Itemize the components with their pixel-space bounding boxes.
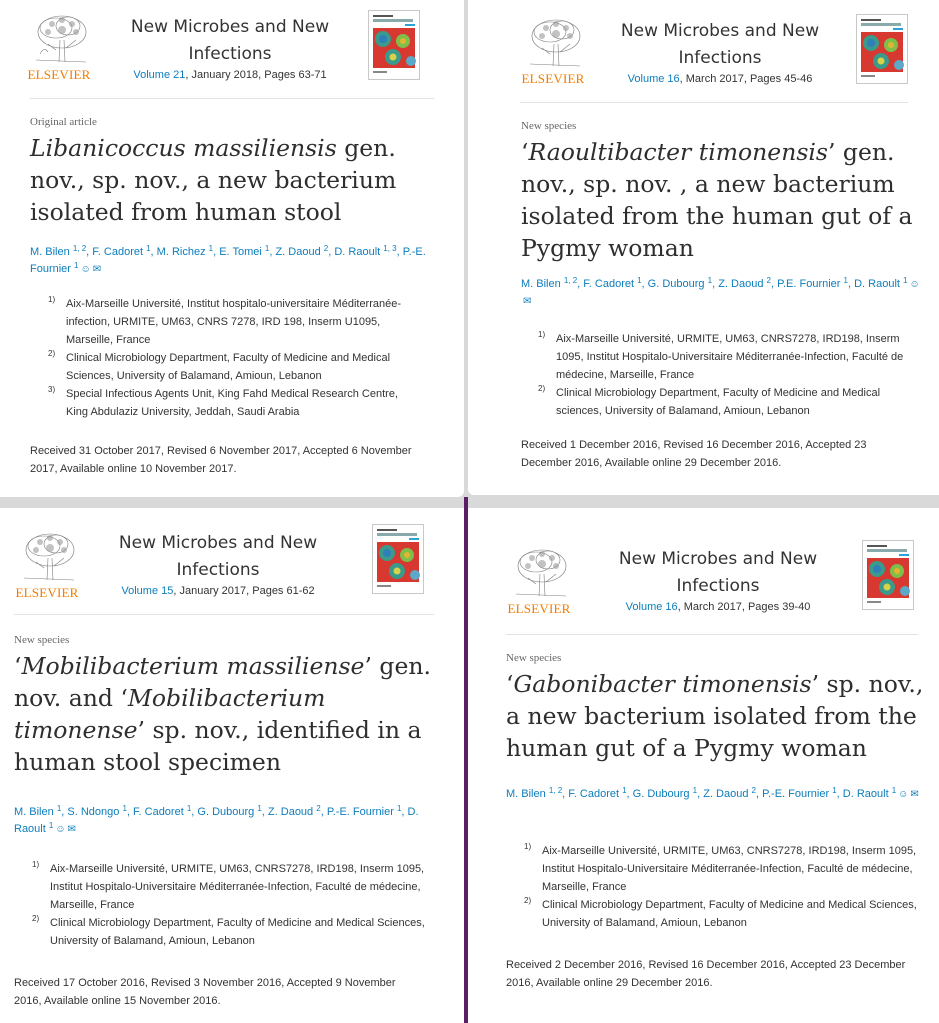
author-affiliation-ref: 1 bbox=[146, 244, 151, 253]
journal-title-link[interactable]: New Microbes and New Infections bbox=[130, 17, 330, 64]
elsevier-tree-icon bbox=[14, 528, 80, 586]
cover-image-icon bbox=[369, 11, 419, 79]
author-name: M. Bilen bbox=[14, 806, 54, 818]
author-name: M. Bilen bbox=[521, 278, 561, 290]
title-species-name: Mobilibacterium massiliense bbox=[21, 652, 365, 680]
author-affiliation-ref: 1 bbox=[622, 786, 627, 795]
journal-cover-thumbnail[interactable] bbox=[856, 14, 908, 84]
author-name: G. Dubourg bbox=[647, 278, 705, 290]
affiliation-list bbox=[524, 842, 918, 932]
author-affiliation-ref: 1 bbox=[264, 244, 270, 253]
article-card-4 bbox=[468, 508, 939, 1023]
cover-image-icon bbox=[857, 15, 907, 83]
author-affiliation-ref: 1, 2 bbox=[72, 244, 87, 253]
affiliation-item bbox=[538, 384, 912, 420]
affiliation-text: Clinical Microbiology Department, Faculty of Medicine and Medical Sciences, University of Balamand, Amioun, Lebanon bbox=[50, 917, 425, 947]
journal-title-link[interactable]: New Microbes and New Infections bbox=[620, 21, 820, 68]
volume-link[interactable]: Volume 21 bbox=[133, 69, 186, 81]
author-link[interactable] bbox=[67, 806, 127, 818]
article-card-3 bbox=[0, 508, 464, 1023]
affiliation-item bbox=[48, 295, 412, 349]
affiliation-item bbox=[538, 330, 912, 384]
affiliation-number: 1) bbox=[538, 330, 546, 339]
author-link[interactable] bbox=[521, 278, 577, 290]
author-name: Z. Daoud bbox=[703, 788, 749, 800]
affiliation-text: Clinical Microbiology Department, Faculty of Medicine and Medical Sciences, University of Balamand, Amioun, Lebanon bbox=[66, 352, 391, 382]
author-name: P.-E. Fournier bbox=[762, 788, 830, 800]
elsevier-logo[interactable] bbox=[26, 10, 92, 83]
article-type: New species bbox=[14, 634, 70, 646]
elsevier-logo[interactable] bbox=[520, 14, 586, 87]
author-separator: , bbox=[328, 246, 335, 258]
author-link[interactable] bbox=[843, 788, 896, 800]
author-affiliation-ref: 1 bbox=[56, 804, 62, 813]
author-separator: , bbox=[269, 246, 276, 258]
title-text: ’ sp. nov., identified in a human stool specimen bbox=[14, 716, 422, 776]
elsevier-tree-icon bbox=[520, 14, 586, 72]
journal-title-link[interactable]: New Microbes and New Infections bbox=[118, 533, 318, 580]
elsevier-tree-icon bbox=[26, 10, 92, 68]
author-affiliation-ref: 1 bbox=[186, 804, 192, 813]
author-name: P.-E. Fournier bbox=[30, 246, 426, 275]
journal-cover-thumbnail[interactable] bbox=[862, 540, 914, 610]
volume-details: , March 2017, Pages 45-46 bbox=[679, 73, 813, 85]
author-name: D. Raoult bbox=[842, 788, 889, 800]
article-history: Received 31 October 2017, Revised 6 November 2017, Accepted 6 November 2017, Available online 10 November 2017. bbox=[30, 445, 412, 475]
volume-link[interactable]: Volume 16 bbox=[627, 73, 680, 85]
mail-icon[interactable]: ✉ bbox=[910, 789, 919, 800]
author-separator: , bbox=[191, 806, 198, 818]
volume-line bbox=[608, 600, 828, 614]
cover-image-icon bbox=[373, 525, 423, 593]
volume-link[interactable]: Volume 15 bbox=[121, 585, 174, 597]
author-affiliation-ref: 1, 3 bbox=[383, 244, 397, 253]
author-name: Z. Daoud bbox=[275, 246, 321, 258]
author-link[interactable] bbox=[648, 278, 712, 290]
journal-info bbox=[608, 546, 828, 614]
article-history: Received 2 December 2016, Revised 16 December 2016, Accepted 23 December 2016, Available online 29 December 2016. bbox=[506, 959, 906, 989]
affiliation-number: 1) bbox=[32, 860, 40, 869]
author-name: P.-E. Fournier bbox=[326, 806, 394, 818]
author-affiliation-ref: 1 bbox=[692, 786, 698, 795]
volume-details: , January 2018, Pages 63-71 bbox=[185, 69, 327, 81]
affiliation-item bbox=[48, 349, 412, 385]
journal-cover-thumbnail[interactable] bbox=[368, 10, 420, 80]
author-affiliation-ref: 1 bbox=[832, 786, 837, 795]
author-affiliation-ref: 1, 2 bbox=[563, 276, 578, 285]
author-affiliation-ref: 1 bbox=[208, 244, 214, 253]
author-separator: , bbox=[150, 246, 157, 258]
author-affiliation-ref: 2 bbox=[766, 276, 771, 285]
elsevier-wordmark: ELSEVIER bbox=[507, 601, 571, 616]
author-separator: , bbox=[86, 246, 93, 258]
author-name: Z. Daoud bbox=[718, 278, 764, 290]
title-species-name: Mobilibacterium timonense bbox=[14, 684, 326, 744]
mail-icon[interactable]: ✉ bbox=[67, 824, 76, 835]
author-list bbox=[506, 786, 926, 803]
author-separator: , bbox=[126, 806, 134, 818]
article-title bbox=[506, 668, 926, 764]
elsevier-wordmark: ELSEVIER bbox=[521, 71, 585, 86]
affiliation-item bbox=[32, 860, 426, 914]
volume-line bbox=[108, 584, 328, 598]
volume-details: , January 2017, Pages 61-62 bbox=[173, 585, 315, 597]
author-affiliation-ref: 2 bbox=[751, 786, 756, 795]
panel-separator bbox=[464, 497, 468, 1023]
author-name: G. Dubourg bbox=[197, 806, 255, 818]
title-text: ‘ bbox=[14, 652, 22, 680]
author-separator: , bbox=[396, 246, 403, 258]
elsevier-logo[interactable] bbox=[14, 528, 80, 601]
author-link[interactable] bbox=[633, 788, 697, 800]
title-text: ’ gen. nov., sp. nov. , a new bacterium isolated from the human gut of a Pygmy woman bbox=[521, 138, 913, 262]
author-separator: , bbox=[577, 278, 584, 290]
cover-image-icon bbox=[863, 541, 913, 609]
author-affiliation-ref: 1 bbox=[843, 276, 848, 285]
author-list bbox=[30, 244, 435, 278]
author-affiliation-ref: 1 bbox=[74, 261, 79, 270]
author-link[interactable] bbox=[197, 806, 261, 818]
journal-info bbox=[120, 14, 340, 82]
author-name: S. Ndongo bbox=[67, 806, 120, 818]
author-separator: , bbox=[641, 278, 648, 290]
author-name: F. Cadoret bbox=[92, 246, 144, 258]
affiliation-number: 2) bbox=[32, 914, 40, 923]
author-separator: , bbox=[755, 788, 763, 800]
author-name: M. Bilen bbox=[506, 788, 546, 800]
affiliation-list bbox=[32, 860, 426, 950]
author-separator: , bbox=[836, 788, 843, 800]
author-separator: , bbox=[320, 806, 327, 818]
author-link[interactable] bbox=[583, 278, 641, 290]
article-card-2 bbox=[468, 0, 939, 495]
elsevier-wordmark: ELSEVIER bbox=[27, 67, 91, 82]
affiliation-number: 1) bbox=[524, 842, 532, 851]
header-divider bbox=[30, 98, 434, 99]
affiliation-number: 2) bbox=[48, 349, 56, 358]
author-name: F. Cadoret bbox=[133, 806, 184, 818]
author-link[interactable] bbox=[219, 246, 269, 258]
author-link[interactable] bbox=[568, 788, 626, 800]
author-name: E. Tomei bbox=[219, 246, 262, 258]
volume-details: , March 2017, Pages 39-40 bbox=[677, 601, 811, 613]
affiliation-number: 3) bbox=[48, 385, 56, 394]
journal-title-link[interactable]: New Microbes and New Infections bbox=[618, 549, 818, 596]
header-divider bbox=[520, 102, 908, 103]
affiliation-number: 1) bbox=[48, 295, 56, 304]
author-link[interactable] bbox=[30, 246, 86, 258]
author-separator: , bbox=[401, 806, 408, 818]
author-affiliation-ref: 1 bbox=[903, 276, 908, 285]
author-list bbox=[14, 804, 424, 838]
person-icon[interactable]: ☺ bbox=[80, 264, 91, 275]
title-text: ’ gen. nov. and ‘ bbox=[14, 652, 431, 712]
author-link[interactable] bbox=[334, 246, 396, 258]
affiliation-number: 2) bbox=[524, 896, 532, 905]
author-name: M. Bilen bbox=[30, 246, 70, 258]
author-name: G. Dubourg bbox=[632, 788, 690, 800]
affiliation-list bbox=[48, 295, 412, 421]
title-species-name: Gabonibacter timonensis bbox=[513, 670, 812, 698]
author-link[interactable] bbox=[506, 788, 562, 800]
article-title bbox=[521, 136, 921, 264]
volume-line bbox=[120, 68, 340, 82]
article-type: New species bbox=[521, 120, 577, 132]
title-species-name: Libanicoccus massiliensis bbox=[30, 134, 337, 162]
author-affiliation-ref: 2 bbox=[323, 244, 329, 253]
author-separator: , bbox=[626, 788, 633, 800]
author-link[interactable] bbox=[777, 278, 848, 290]
author-affiliation-ref: 1 bbox=[48, 821, 54, 830]
affiliation-item bbox=[524, 842, 918, 896]
author-affiliation-ref: 1, 2 bbox=[548, 786, 563, 795]
elsevier-wordmark: ELSEVIER bbox=[15, 585, 79, 600]
author-link[interactable] bbox=[157, 246, 213, 258]
author-name: D. Raoult bbox=[14, 806, 419, 835]
affiliation-text: Aix-Marseille Université, URMITE, UM63, CNRS7278, IRD198, Inserm 1095, Institut Hospitalo-Universitaire Méditerranée-Infection, Faculté de médecine, Marseille, France bbox=[556, 333, 904, 381]
volume-link[interactable]: Volume 16 bbox=[625, 601, 678, 613]
elsevier-logo[interactable] bbox=[506, 544, 572, 617]
author-separator: , bbox=[61, 806, 68, 818]
author-separator: , bbox=[562, 788, 569, 800]
author-link[interactable] bbox=[133, 806, 191, 818]
header-divider bbox=[14, 614, 434, 615]
author-name: F. Cadoret bbox=[583, 278, 635, 290]
author-link[interactable] bbox=[14, 806, 61, 818]
affiliation-list bbox=[538, 330, 912, 420]
author-name: D. Raoult bbox=[854, 278, 900, 290]
article-type: Original article bbox=[30, 116, 97, 128]
article-history: Received 17 October 2016, Revised 3 November 2016, Accepted 9 November 2016, Available online 15 November 2016. bbox=[14, 977, 396, 1007]
journal-info bbox=[108, 530, 328, 598]
article-card-1 bbox=[0, 0, 464, 497]
author-affiliation-ref: 1 bbox=[122, 804, 127, 813]
author-affiliation-ref: 1 bbox=[637, 276, 642, 285]
author-separator: , bbox=[847, 278, 855, 290]
title-text: gen. nov., sp. nov., a new bacterium isolated from human stool bbox=[30, 134, 397, 226]
author-separator: , bbox=[770, 278, 778, 290]
author-link[interactable] bbox=[92, 246, 150, 258]
mail-icon[interactable]: ✉ bbox=[92, 264, 102, 275]
title-text: ‘ bbox=[521, 138, 529, 166]
journal-info bbox=[610, 18, 830, 86]
author-link[interactable] bbox=[718, 278, 771, 290]
affiliation-text: Clinical Microbiology Department, Faculty of Medicine and Medical sciences, University of Balamand, Amioun, Lebanon bbox=[556, 387, 881, 417]
affiliation-text: Aix-Marseille Université, URMITE, UM63, CNRS7278, IRD198, Inserm 1095, Institut Hospitalo-Universitaire Méditerranée-Infection, Faculté de médecine, Marseille, France bbox=[542, 845, 917, 893]
title-text: ‘ bbox=[506, 670, 514, 698]
author-name: M. Richez bbox=[156, 246, 206, 258]
mail-icon[interactable]: ✉ bbox=[523, 296, 532, 307]
author-link[interactable] bbox=[275, 246, 328, 258]
volume-line bbox=[610, 72, 830, 86]
affiliation-text: Aix-Marseille Université, Institut hospitalo-universitaire Méditerranée-infection, URMITE, UM63, CNRS 7278, IRD 198, Inserm U1095, Marseille, France bbox=[66, 298, 402, 346]
affiliation-text: Special Infectious Agents Unit, King Fahd Medical Research Centre, King Abdulaziz University, Jeddah, Saudi Arabia bbox=[66, 388, 399, 418]
author-list bbox=[521, 276, 926, 310]
author-separator: , bbox=[261, 806, 268, 818]
elsevier-tree-icon bbox=[506, 544, 572, 602]
article-history: Received 1 December 2016, Revised 16 December 2016, Accepted 23 December 2016, Available online 29 December 2016. bbox=[521, 439, 867, 469]
author-link[interactable] bbox=[327, 806, 402, 818]
author-name: F. Cadoret bbox=[568, 788, 620, 800]
author-affiliation-ref: 1 bbox=[707, 276, 713, 285]
header-divider bbox=[506, 634, 918, 635]
person-icon[interactable]: ☺ bbox=[898, 789, 909, 800]
author-affiliation-ref: 1 bbox=[891, 786, 897, 795]
journal-cover-thumbnail[interactable] bbox=[372, 524, 424, 594]
affiliation-text: Aix-Marseille Université, URMITE, UM63, CNRS7278, IRD198, Inserm 1095, Institut Hospitalo-Universitaire Méditerranée-Infection, Faculté de médecine, Marseille, France bbox=[50, 863, 425, 911]
article-type: New species bbox=[506, 652, 562, 664]
author-name: P.E. Fournier bbox=[777, 278, 841, 290]
article-title bbox=[14, 650, 434, 778]
author-name: Z. Daoud bbox=[267, 806, 314, 818]
author-link[interactable] bbox=[703, 788, 756, 800]
author-link[interactable] bbox=[762, 788, 837, 800]
author-affiliation-ref: 1 bbox=[257, 804, 262, 813]
author-name: D. Raoult bbox=[334, 246, 381, 258]
affiliation-text: Clinical Microbiology Department, Faculty of Medicine and Medical Sciences, University of Balamand, Amioun, Lebanon bbox=[542, 899, 917, 929]
title-text: ’ sp. nov., a new bacterium isolated from the human gut of a Pygmy woman bbox=[506, 670, 924, 762]
person-icon[interactable]: ☺ bbox=[55, 824, 66, 835]
author-link[interactable] bbox=[854, 278, 907, 290]
author-affiliation-ref: 2 bbox=[316, 804, 321, 813]
affiliation-number: 2) bbox=[538, 384, 546, 393]
affiliation-item bbox=[32, 914, 426, 950]
author-link[interactable] bbox=[268, 806, 321, 818]
author-separator: , bbox=[213, 246, 220, 258]
person-icon[interactable]: ☺ bbox=[909, 279, 920, 290]
author-affiliation-ref: 1 bbox=[396, 804, 402, 813]
affiliation-item bbox=[524, 896, 918, 932]
affiliation-item bbox=[48, 385, 412, 421]
author-separator: , bbox=[712, 278, 719, 290]
title-species-name: Raoultibacter timonensis bbox=[528, 138, 828, 166]
article-title bbox=[30, 132, 430, 228]
author-separator: , bbox=[697, 788, 704, 800]
